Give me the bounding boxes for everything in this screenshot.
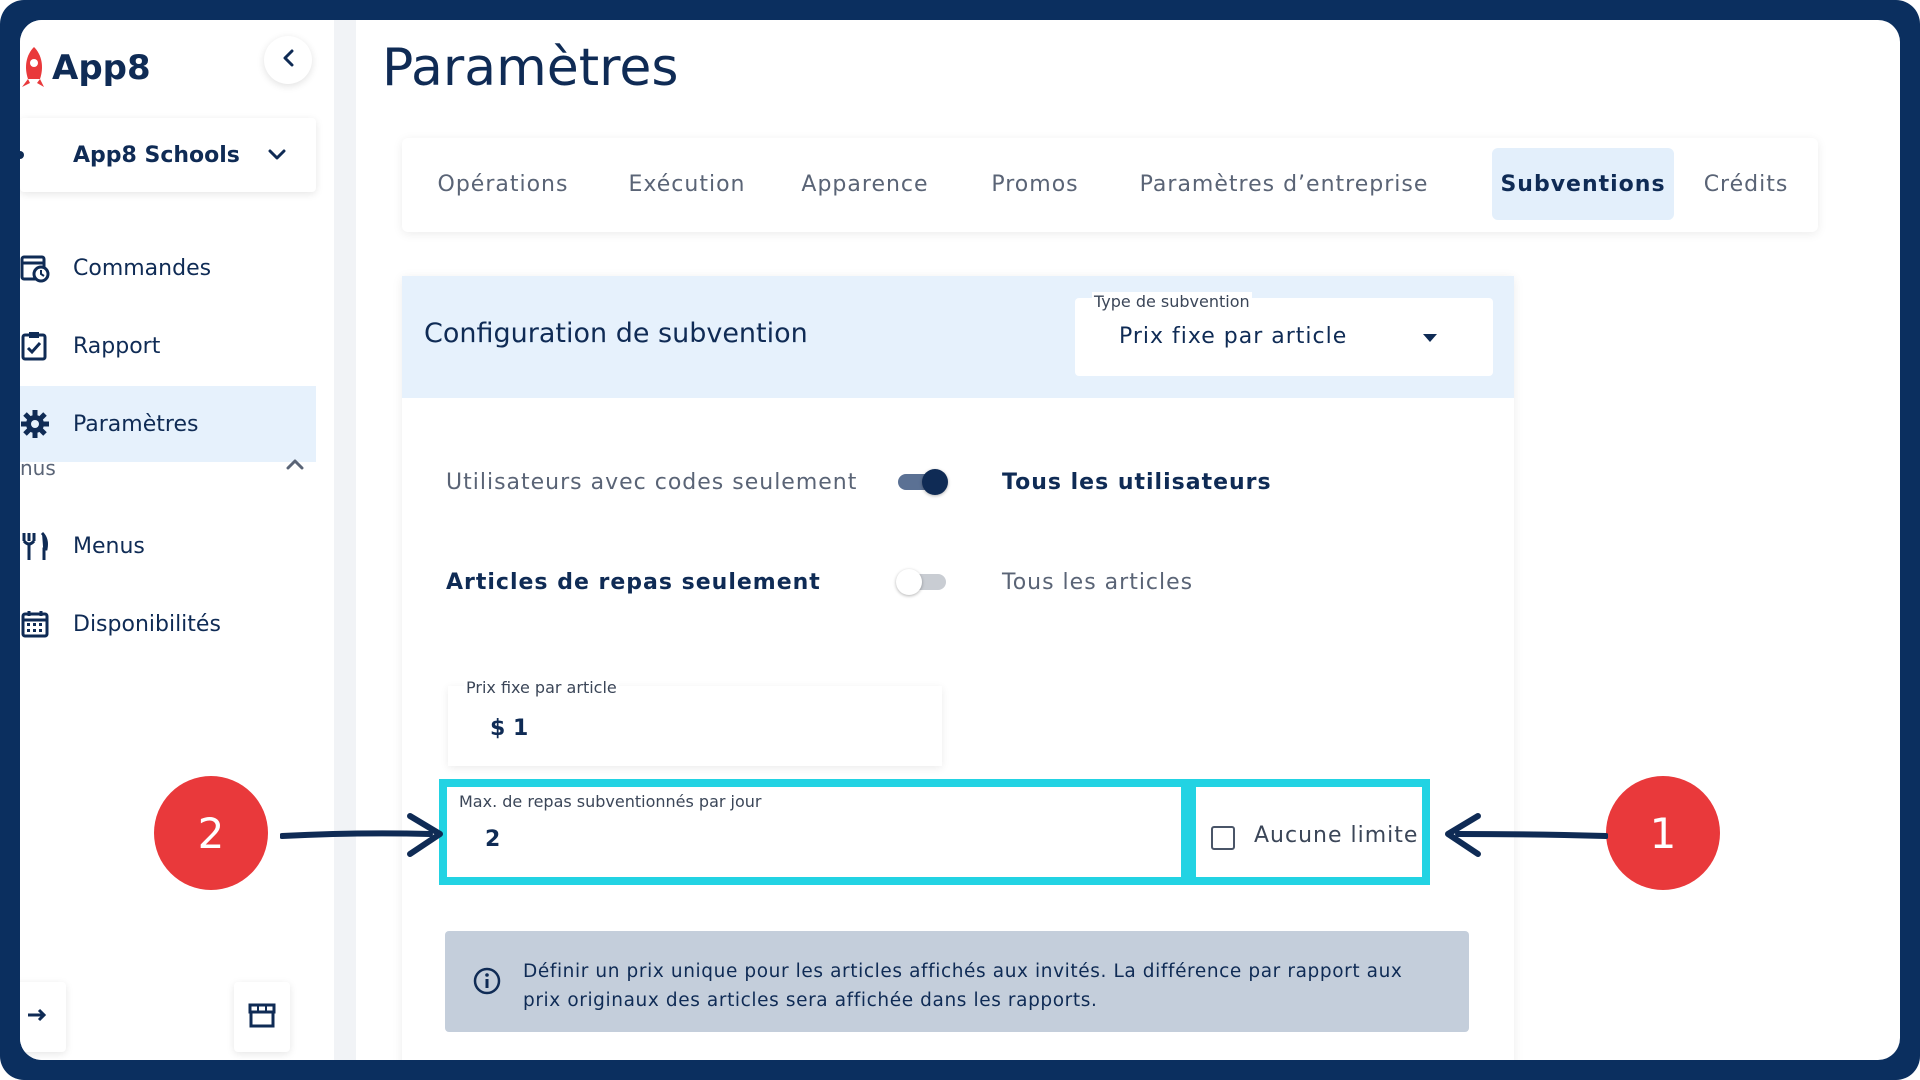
subsidy-type-label: Type de subvention <box>1094 292 1250 311</box>
sidebar-item-menus[interactable] <box>20 508 316 584</box>
organization-select[interactable] <box>20 118 316 192</box>
fixed-price-label: Prix fixe par article <box>466 678 617 697</box>
store-icon <box>248 1002 276 1032</box>
toggle-knob <box>896 569 922 595</box>
sidebar <box>20 20 336 1060</box>
toggle-items-left-label: Articles de repas seulement <box>446 570 821 595</box>
arrow-left-icon <box>1438 810 1608 860</box>
sidebar-item-disponibilites[interactable] <box>20 586 316 662</box>
toggle-users-right-label: Tous les utilisateurs <box>1002 470 1272 495</box>
tab-parametres-entreprise[interactable]: Paramètres d’entreprise <box>1139 171 1429 197</box>
calendar-grid-icon <box>20 609 50 639</box>
sidebar-divider <box>334 20 356 1060</box>
sidebar-item-label: Paramètres <box>73 411 199 437</box>
store-button[interactable] <box>234 982 290 1052</box>
logout-button[interactable] <box>20 982 66 1052</box>
calendar-clock-icon <box>20 253 50 283</box>
tab-subventions[interactable]: Subventions <box>1492 148 1674 220</box>
subsidy-type-value: Prix fixe par article <box>1119 324 1348 349</box>
sidebar-item-parametres[interactable] <box>20 386 316 462</box>
collapse-sidebar-button[interactable] <box>264 36 312 84</box>
fork-knife-icon <box>20 531 50 561</box>
org-indicator-dot <box>20 151 24 159</box>
tab-promos[interactable]: Promos <box>991 171 1079 197</box>
page-title: Paramètres <box>382 38 679 98</box>
organization-name: App8 Schools <box>73 142 240 168</box>
chevron-left-icon <box>281 48 295 73</box>
arrow-right-icon <box>280 810 450 860</box>
annotation-badge-2 <box>154 776 268 890</box>
logout-icon <box>26 1004 50 1030</box>
annotation-badge-1 <box>1606 776 1720 890</box>
items-scope-toggle[interactable] <box>896 566 948 598</box>
toggle-knob <box>922 469 948 495</box>
fixed-price-value: $ 1 <box>490 716 529 741</box>
gear-icon <box>20 409 50 439</box>
sidebar-item-label: Disponibilités <box>73 611 221 637</box>
max-meals-value: 2 <box>485 827 501 852</box>
app-name: App8 <box>52 48 151 88</box>
app-logo[interactable] <box>20 38 151 98</box>
badge-number: 2 <box>197 808 225 858</box>
rocket-logo-icon <box>20 45 46 91</box>
app-screen <box>20 20 1900 1060</box>
chevron-down-icon <box>268 145 286 166</box>
info-text: Définir un prix unique pour les articles affichés aux invités. La différence par rapport aux prix originaux des articles sera affichée dans les rapports. <box>523 961 1403 1011</box>
fixed-price-field[interactable] <box>448 678 942 766</box>
clipboard-check-icon <box>20 331 50 361</box>
badge-number: 1 <box>1649 808 1677 858</box>
users-scope-toggle[interactable] <box>896 466 948 498</box>
max-meals-label: Max. de repas subventionnés par jour <box>459 792 762 811</box>
no-limit-label: Aucune limite <box>1254 823 1419 848</box>
info-message <box>445 931 1469 1032</box>
dropdown-arrow-icon <box>1423 334 1437 342</box>
tab-credits[interactable]: Crédits <box>1703 171 1789 197</box>
section-label-menus: nus <box>20 456 56 480</box>
sidebar-item-commandes[interactable] <box>20 230 316 306</box>
sidebar-item-rapport[interactable] <box>20 308 316 384</box>
toggle-users-left-label: Utilisateurs avec codes seulement <box>446 470 858 495</box>
sidebar-item-label: Rapport <box>73 333 161 359</box>
tab-apparence[interactable]: Apparence <box>801 171 929 197</box>
settings-tabs <box>402 138 1818 232</box>
sidebar-item-label: Menus <box>73 533 145 559</box>
card-header <box>402 276 1514 398</box>
max-meals-field[interactable] <box>447 787 1180 877</box>
card-title: Configuration de subvention <box>424 318 808 349</box>
toggle-items-right-label: Tous les articles <box>1002 570 1194 595</box>
chevron-up-icon[interactable] <box>286 454 304 475</box>
sidebar-item-label: Commandes <box>73 255 212 281</box>
no-limit-option[interactable] <box>1196 787 1422 877</box>
tab-operations[interactable]: Opérations <box>437 171 569 197</box>
subsidy-type-select[interactable] <box>1075 292 1493 376</box>
info-icon <box>473 967 501 995</box>
no-limit-checkbox[interactable] <box>1211 826 1235 850</box>
tab-execution[interactable]: Exécution <box>628 171 746 197</box>
